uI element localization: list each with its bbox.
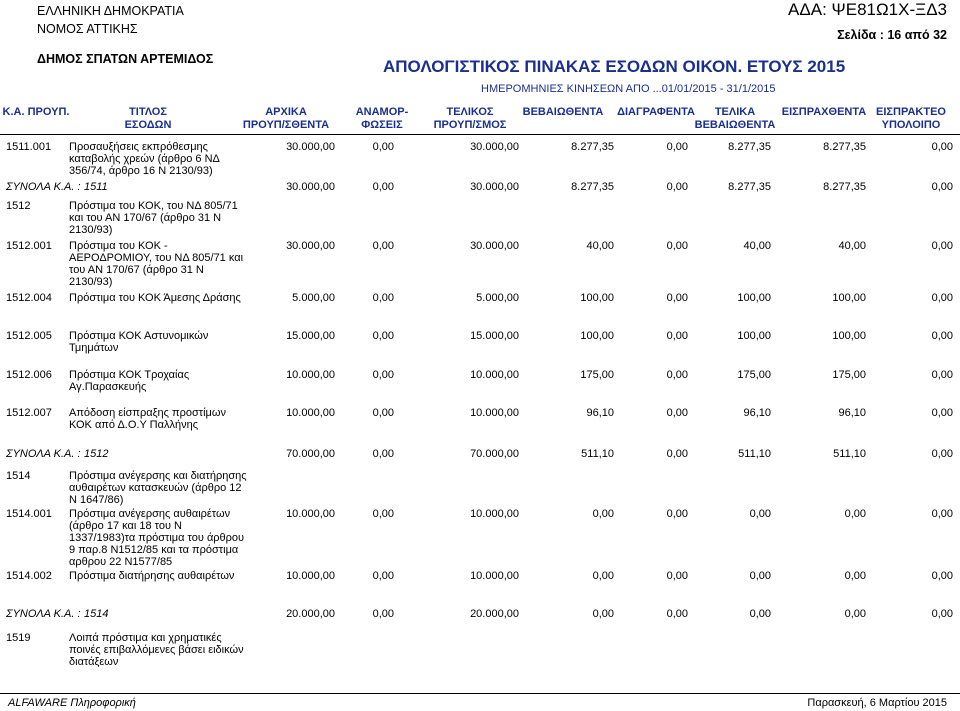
row-value: 0,00: [931, 407, 953, 419]
row-title: Πρόστιμα του ΚΟΚ - ΑΕΡΟΔΡΟΜΙΟΥ, του ΝΔ 805/71 και του ΑΝ 170/67 (άρθρο 31 Ν 2130/93): [69, 240, 244, 288]
row-value: 0,00: [749, 608, 771, 620]
row-value: 511,10: [738, 448, 771, 460]
row-value: 8.277,35: [728, 141, 771, 153]
row-title: Πρόστιμα ανέγερσης και διατήρησης αυθαιρέτων κατασκευών (άρθρο 12 Ν 1647/86): [69, 470, 247, 506]
row-value: 0,00: [666, 181, 688, 193]
row-value: 96,10: [838, 407, 866, 419]
row-value: 10.000,00: [470, 508, 519, 520]
row-value: 0,00: [666, 292, 688, 304]
row-value: 30.000,00: [470, 141, 519, 153]
row-value: 0,00: [931, 330, 953, 342]
row-value: 511,10: [833, 448, 866, 460]
row-value: 0,00: [592, 508, 614, 520]
row-total-code: 1514: [84, 608, 109, 620]
row-value: 96,10: [743, 407, 771, 419]
period-range: ΗΜΕΡΟΜΗΝΙΕΣ ΚΙΝΗΣΕΩΝ ΑΠΟ ...01/01/2015 - 31/1/2015: [481, 83, 776, 95]
row-code: ΣΥΝΟΛΑ Κ.Α. :: [6, 181, 81, 193]
col-final: ΤΕΛΙΚΟΣ ΠΡΟΥΠ/ΣΜΟΣ: [433, 106, 507, 131]
footer-divider: [0, 693, 960, 694]
row-code: ΣΥΝΟΛΑ Κ.Α. :: [6, 448, 81, 460]
row-value: 0,00: [372, 448, 394, 460]
row-title: Απόδοση είσπραξης προστίμων ΚΟΚ από Δ.Ο.Υ Παλλήνης: [69, 407, 226, 431]
row-value: 8.277,35: [571, 181, 614, 193]
row-value: 15.000,00: [286, 330, 335, 342]
row-code: 1512: [6, 200, 31, 212]
row-value: 0,00: [666, 141, 688, 153]
row-value: 30.000,00: [470, 240, 519, 252]
row-value: 0,00: [372, 330, 394, 342]
row-value: 100,00: [737, 330, 771, 342]
row-code: 1512.007: [6, 407, 52, 419]
col-code: Κ.Α. ΠΡΟΥΠ.: [2, 106, 70, 118]
row-title: Πρόστιμα του ΚΟΚ Άμεσης Δράσης: [69, 292, 241, 304]
row-title: Πρόστιμα διατήρησης αυθαιρέτων: [69, 570, 235, 582]
row-value: 40,00: [838, 240, 866, 252]
row-value: 0,00: [666, 608, 688, 620]
row-value: 15.000,00: [470, 330, 519, 342]
row-value: 0,00: [372, 608, 394, 620]
row-value: 8.277,35: [571, 141, 614, 153]
row-code: 1512.001: [6, 240, 52, 252]
row-value: 10.000,00: [470, 570, 519, 582]
row-code: 1519: [6, 632, 31, 644]
row-value: 8.277,35: [823, 141, 866, 153]
row-value: 10.000,00: [286, 407, 335, 419]
row-value: 10.000,00: [470, 407, 519, 419]
row-value: 100,00: [832, 330, 866, 342]
row-value: 0,00: [372, 508, 394, 520]
row-value: 30.000,00: [286, 181, 335, 193]
row-value: 0,00: [372, 369, 394, 381]
row-value: 0,00: [844, 608, 866, 620]
col-final-certified: ΤΕΛΙΚΑ ΒΕΒΑΙΩΘΕΝΤΑ: [694, 106, 776, 131]
row-value: 0,00: [666, 448, 688, 460]
row-value: 0,00: [844, 570, 866, 582]
row-value: 0,00: [592, 608, 614, 620]
col-deleted: ΔΙΑΓΡΑΦΕΝΤΑ: [617, 106, 695, 118]
row-code: 1512.004: [6, 292, 52, 304]
row-code: 1514: [6, 470, 31, 482]
header-prefecture: ΝΟΜΟΣ ΑΤΤΙΚΗΣ: [37, 22, 138, 36]
row-value: 0,00: [931, 292, 953, 304]
col-transfer: ΑΝΑΜΟΡ- ΦΩΣΕΙΣ: [355, 106, 409, 131]
col-title: ΤΙΤΛΟΣ ΕΣΟΔΩΝ: [124, 106, 172, 131]
row-code: 1512.005: [6, 330, 52, 342]
row-value: 0,00: [931, 240, 953, 252]
row-value: 5.000,00: [476, 292, 519, 304]
row-value: 0,00: [931, 448, 953, 460]
row-value: 0,00: [931, 181, 953, 193]
row-value: 70.000,00: [286, 448, 335, 460]
row-value: 0,00: [372, 181, 394, 193]
row-value: 0,00: [844, 508, 866, 520]
row-value: 0,00: [372, 407, 394, 419]
row-value: 20.000,00: [286, 608, 335, 620]
row-value: 100,00: [737, 292, 771, 304]
row-value: 10.000,00: [286, 508, 335, 520]
col-initial: ΑΡΧΙΚΑ ΠΡΟΥΠ/ΣΘΕΝΤΑ: [242, 106, 330, 131]
row-total-code: 1512: [84, 448, 109, 460]
header-municipality: ΔΗΜΟΣ ΣΠΑΤΩΝ ΑΡΤΕΜΙΔΟΣ: [37, 52, 214, 66]
row-value: 0,00: [372, 141, 394, 153]
ada-code: ΑΔΑ: ΨΕ81Ω1Χ-ΞΔ3: [788, 0, 947, 19]
row-value: 100,00: [580, 330, 614, 342]
row-code: 1514.001: [6, 508, 52, 520]
header-state: ΕΛΛΗΝΙΚΗ ΔΗΜΟΚΡΑΤΙΑ: [37, 4, 184, 18]
col-collected: ΕΙΣΠΡΑΧΘΕΝΤΑ: [781, 106, 867, 118]
row-total-code: 1511: [84, 181, 108, 193]
row-value: 0,00: [666, 508, 688, 520]
row-value: 0,00: [931, 570, 953, 582]
row-value: 0,00: [372, 292, 394, 304]
row-value: 0,00: [372, 240, 394, 252]
row-code: ΣΥΝΟΛΑ Κ.Α. :: [6, 608, 81, 620]
row-value: 0,00: [666, 330, 688, 342]
page-number: Σελίδα : 16 από 32: [837, 28, 947, 42]
row-code: 1512.006: [6, 369, 52, 381]
row-value: 40,00: [743, 240, 771, 252]
row-value: 8.277,35: [823, 181, 866, 193]
row-value: 100,00: [832, 292, 866, 304]
row-code: 1511.001: [6, 141, 52, 153]
row-value: 30.000,00: [470, 181, 519, 193]
row-title: Πρόστιμα ΚΟΚ Αστυνομικών Τμημάτων: [69, 330, 209, 354]
row-title: Λοιπά πρόστιμα και χρηματικές ποινές επιβαλλόμενες βάσει ειδικών διατάξεων: [69, 632, 244, 668]
row-title: Πρόστιμα ανέγερσης αυθαιρέτων (άρθρο 17 και 18 του Ν 1337/1983)τα πρόστιμα του άρθρου 9 παρ.8 Ν1512/85 και τα πρόστιμα αρθρου 22 Ν1577/85: [69, 508, 245, 568]
row-value: 0,00: [372, 570, 394, 582]
row-value: 96,10: [586, 407, 614, 419]
row-value: 10.000,00: [470, 369, 519, 381]
row-value: 10.000,00: [286, 570, 335, 582]
row-title: Πρόστιμα του ΚΟΚ, του ΝΔ 805/71 και του ΑΝ 170/67 (άρθρο 31 Ν 2130/93): [69, 200, 238, 236]
row-value: 0,00: [931, 508, 953, 520]
row-value: 20.000,00: [470, 608, 519, 620]
row-value: 0,00: [666, 570, 688, 582]
row-value: 0,00: [592, 570, 614, 582]
row-value: 100,00: [580, 292, 614, 304]
row-value: 5.000,00: [292, 292, 335, 304]
row-value: 30.000,00: [286, 240, 335, 252]
footer-vendor: ALFAWARE Πληροφορική: [8, 697, 136, 709]
row-value: 8.277,35: [728, 181, 771, 193]
row-code: 1514.002: [6, 570, 52, 582]
col-certified: ΒΕΒΑΙΩΘΕΝΤΑ: [522, 106, 604, 118]
row-value: 0,00: [749, 570, 771, 582]
row-title: Προσαυξήσεις εκπρόθεσμης καταβολής χρεών (άρθρο 6 ΝΔ 356/74, άρθρο 16 Ν 2130/93): [69, 141, 220, 177]
row-value: 511,10: [581, 448, 614, 460]
footer-date: Παρασκευή, 6 Μαρτίου 2015: [807, 697, 947, 709]
row-value: 0,00: [931, 608, 953, 620]
page-title: ΑΠΟΛΟΓΙΣΤΙΚΟΣ ΠΙΝΑΚΑΣ ΕΣΟΔΩΝ ΟΙΚΟΝ. ΕΤΟΥΣ 2015: [383, 57, 846, 76]
row-title: Πρόστιμα ΚΟΚ Τροχαίας Αγ.Παρασκευής: [69, 369, 190, 393]
row-value: 0,00: [666, 369, 688, 381]
row-value: 0,00: [931, 141, 953, 153]
row-value: 175,00: [580, 369, 614, 381]
col-remaining: ΕΙΣΠΡΑΚΤΕΟ ΥΠΟΛΟΙΠΟ: [876, 106, 946, 131]
row-value: 40,00: [586, 240, 614, 252]
header-divider: [0, 134, 960, 135]
row-value: 0,00: [931, 369, 953, 381]
row-value: 30.000,00: [286, 141, 335, 153]
row-value: 0,00: [666, 407, 688, 419]
row-value: 175,00: [737, 369, 771, 381]
row-value: 70.000,00: [470, 448, 519, 460]
row-value: 175,00: [832, 369, 866, 381]
row-value: 10.000,00: [286, 369, 335, 381]
row-value: 0,00: [666, 240, 688, 252]
row-value: 0,00: [749, 508, 771, 520]
